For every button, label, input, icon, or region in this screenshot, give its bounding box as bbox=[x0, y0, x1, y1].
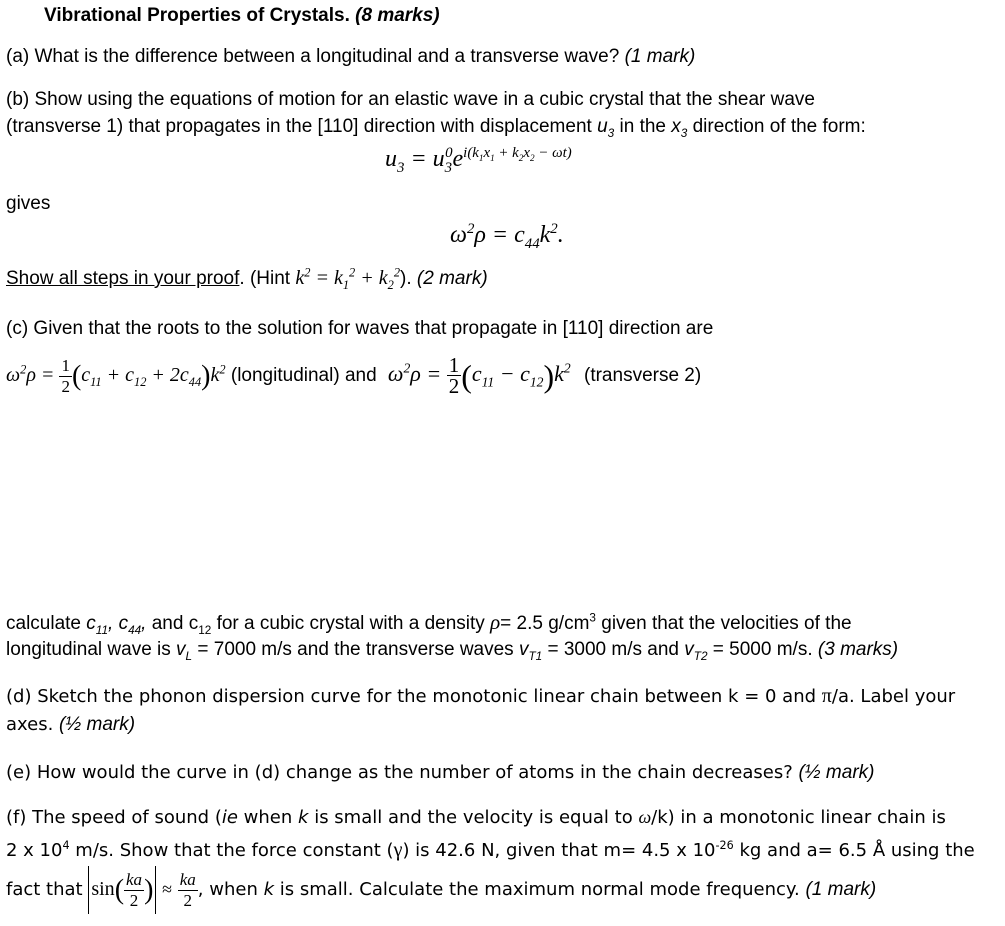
title-marks: (8 marks) bbox=[355, 5, 440, 26]
hint-pre: . (Hint bbox=[239, 268, 291, 289]
part-d-line2 bbox=[6, 711, 135, 738]
calc-text-b: and bbox=[151, 613, 184, 634]
sin-approx-equation: sin( $\frac{ka}{2}$ ) bbox=[88, 866, 156, 913]
f3-text-a: fact that bbox=[6, 879, 83, 900]
part-b-line2-post: direction of the form: bbox=[692, 116, 866, 137]
ka-over-2: $\frac{ka}{2}$ bbox=[179, 869, 196, 910]
part-a-text: (a) What is the difference between a longitudinal and a transverse wave? bbox=[6, 46, 620, 67]
cm3-exponent: 3 bbox=[589, 611, 596, 625]
f-text-b: when bbox=[243, 807, 293, 828]
part-d-text-end: /a. Label your bbox=[831, 686, 956, 707]
axes-text: axes. bbox=[6, 714, 54, 735]
calc2-text-c: = 3000 m/s and bbox=[547, 639, 679, 660]
part-b-line2-pre: (transverse 1) that propagates in the [110] direction with displacement bbox=[6, 116, 592, 137]
calc-text-d: = 2.5 g/cm bbox=[500, 613, 590, 634]
part-c-roots bbox=[6, 350, 701, 398]
part-e-marks: (½ mark) bbox=[798, 762, 875, 783]
c11-symbol: $c_{11}$, bbox=[86, 613, 114, 637]
vt2-symbol: $v_{T2}$ bbox=[684, 639, 708, 663]
f2-text-d: kg and a= 6.5 Å using the bbox=[739, 840, 975, 861]
f2-text-b: m/s. Show that the force constant ( bbox=[75, 840, 394, 861]
part-d-text: (d) Sketch the phonon dispersion curve for the monotonic linear chain between k = 0 and bbox=[6, 686, 817, 707]
equation-u3: $u_3 = u_3^0e^{i(k_1x_1 + k_2x_2 - \omega t)}$ bbox=[385, 145, 572, 176]
omega-symbol: ω bbox=[638, 807, 652, 827]
part-b-marks: (2 mark) bbox=[416, 268, 488, 289]
k-symbol: k bbox=[298, 807, 309, 828]
part-b-line2-mid: in the bbox=[619, 116, 666, 137]
hint-equation: $k^2 = k_1^2 + k_2^2$ bbox=[295, 265, 401, 292]
part-a bbox=[6, 43, 695, 70]
x3-symbol: $x_3$ bbox=[671, 116, 688, 140]
part-c-marks: (3 marks) bbox=[817, 639, 899, 660]
f2-text-a: 2 x 10 bbox=[6, 840, 63, 861]
part-c-calc-line2 bbox=[6, 636, 898, 663]
part-f-line1 bbox=[6, 804, 946, 831]
exp-4: 4 bbox=[62, 839, 70, 852]
part-b-hint-line bbox=[6, 265, 488, 292]
calc-text-a: calculate bbox=[6, 613, 81, 634]
approx-symbol: ≈ bbox=[162, 879, 173, 899]
gamma-symbol: γ bbox=[393, 839, 403, 861]
longitudinal-label: (longitudinal) and bbox=[230, 365, 377, 386]
part-b-line1: (b) Show using the equations of motion for an elastic wave in a cubic crystal that the shear wave bbox=[6, 89, 815, 110]
show-steps-text: Show all steps in your proof bbox=[6, 268, 240, 289]
part-e bbox=[6, 759, 874, 786]
pi-symbol: π bbox=[821, 685, 832, 707]
rho-symbol: ρ bbox=[490, 610, 501, 634]
k-symbol-2: k bbox=[263, 879, 275, 900]
part-f-marks: (1 mark) bbox=[805, 879, 877, 900]
equation-omega-rho: $\omega^2\rho = c_{44}k^2$. bbox=[450, 221, 564, 252]
part-d-marks: (½ mark) bbox=[59, 714, 136, 735]
title-text: Vibrational Properties of Crystals. bbox=[44, 5, 350, 26]
exp-minus-26: -26 bbox=[715, 839, 734, 852]
hint-post: ). bbox=[400, 268, 412, 289]
vt1-symbol: $v_{T1}$ bbox=[518, 639, 543, 663]
part-b-line2 bbox=[6, 113, 866, 140]
f3-text-b: , when bbox=[197, 879, 258, 900]
transverse-label: (transverse 2) bbox=[584, 365, 702, 386]
calc2-text-a: longitudinal wave is bbox=[6, 639, 171, 660]
part-a-marks: (1 mark) bbox=[624, 46, 696, 67]
part-c-calc-line1 bbox=[6, 609, 852, 637]
calc-text-e: given that the velocities of the bbox=[601, 613, 852, 634]
f-text-c: is small and the velocity is equal to bbox=[314, 807, 633, 828]
f-text-a: (f) The speed of sound ( bbox=[6, 807, 222, 828]
c12-symbol: $c_{12}$ bbox=[188, 613, 212, 637]
part-e-text: (e) How would the curve in (d) change as the number of atoms in the chain decreases? bbox=[6, 762, 793, 783]
part-f-line2 bbox=[6, 837, 975, 864]
u3-symbol: $u_3$ bbox=[597, 116, 615, 140]
calc2-text-b: = 7000 m/s and the transverse waves bbox=[197, 639, 514, 660]
root-transverse-equation: $\omega^2\rho$ = $\frac{1}{2}$ $(c_{11} - c_{12})k^2$ bbox=[387, 353, 571, 399]
f2-text-c: ) is 42.6 N, given that m= 4.5 x 10 bbox=[402, 840, 716, 861]
calc2-text-d: = 5000 m/s. bbox=[712, 639, 813, 660]
ie-text: ie bbox=[221, 807, 238, 828]
part-f-line3 bbox=[6, 866, 876, 914]
calc-text-c: for a cubic crystal with a density bbox=[216, 613, 485, 634]
part-d-line1 bbox=[6, 683, 955, 710]
c44-symbol: $c_{44}$, bbox=[118, 613, 147, 637]
f3-text-c: is small. Calculate the maximum normal mode frequency. bbox=[279, 879, 800, 900]
f-text-d: /k) in a monotonic linear chain is bbox=[651, 807, 946, 828]
root-longitudinal-equation: $\omega^2\rho$ = $\frac{1}{2}$ $(c_{11} + c_{12} + 2c_{44})k^2$ bbox=[6, 355, 226, 396]
part-c-line1: (c) Given that the roots to the solution for waves that propagate in [110] direction are bbox=[6, 318, 714, 339]
page-title bbox=[44, 2, 440, 29]
vl-symbol: $v_L$ bbox=[176, 639, 193, 663]
gives-label: gives bbox=[6, 193, 51, 214]
